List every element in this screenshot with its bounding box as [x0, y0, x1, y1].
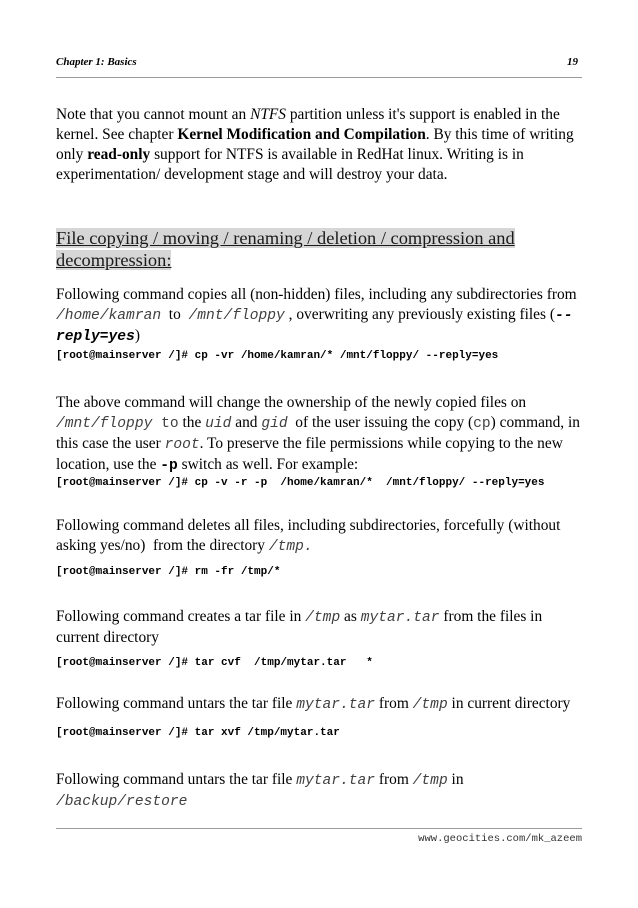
text: support for NTFS is available in RedHat linux. Writing is in experimentation/ development stage and will destroy your data.	[56, 146, 524, 183]
uid-term: uid	[205, 416, 232, 432]
section-heading-line1: File copying / moving / renaming / deletion / compression and	[56, 228, 515, 248]
paragraph-ntfs-note	[56, 105, 584, 185]
paragraph-untar	[56, 694, 584, 715]
tmp-path: /tmp.	[268, 539, 313, 555]
paragraph-ownership	[56, 393, 584, 476]
footer-url: www.geocities.com/mk_azeem	[418, 833, 582, 845]
footer-rule	[56, 828, 582, 829]
tar-filename: mytar.tar	[360, 610, 440, 626]
command-line-tar-extract: [root@mainserver /]# tar xvf /tmp/mytar.tar	[56, 727, 340, 739]
cp-term: cp	[473, 416, 491, 432]
tmp-path: /tmp	[412, 773, 448, 789]
text: from	[375, 695, 413, 712]
paragraph-delete	[56, 516, 584, 557]
p-switch: -p	[160, 458, 178, 474]
text: in current directory	[447, 695, 571, 712]
text: Following command deletes all files, including subdirectories, forcefully (without asking yes/no) from the directory	[56, 517, 565, 554]
text: from the files in current directory	[56, 608, 543, 646]
section-heading	[56, 227, 586, 271]
text: to	[161, 306, 189, 323]
tar-filename: mytar.tar	[296, 773, 376, 789]
to-word: to	[152, 416, 179, 432]
tmp-path: /tmp	[305, 610, 341, 626]
command-line-tar-create: [root@mainserver /]# tar cvf /tmp/mytar.tar *	[56, 657, 373, 669]
restore-path: /backup/restore	[56, 794, 188, 810]
text: Note that you cannot mount an	[56, 106, 251, 123]
command-line-copy-preserve: [root@mainserver /]# cp -v -r -p /home/kamran/* /mnt/floppy/ --reply=yes	[56, 477, 545, 489]
page-number: 19	[567, 56, 578, 68]
paragraph-create-tar	[56, 607, 584, 648]
paragraph-copy	[56, 285, 584, 347]
root-term: root	[164, 437, 200, 453]
text: Following command untars the tar file	[56, 771, 297, 788]
text: switch as well. For example:	[177, 456, 359, 473]
text: . To preserve the file permissions while copying to the new location, use the	[56, 435, 563, 473]
text: of the user issuing the copy (	[287, 414, 474, 431]
text: . By this time of writing only	[56, 126, 574, 163]
text: )	[134, 327, 140, 344]
text: from	[375, 771, 413, 788]
paragraph-untar-restore	[56, 770, 584, 812]
text: the	[178, 414, 206, 431]
command-line-copy: [root@mainserver /]# cp -vr /home/kamran/* /mnt/floppy/ --reply=yes	[56, 350, 499, 362]
header-rule	[56, 77, 582, 78]
text: in	[447, 771, 464, 788]
chapter-reference: Kernel Modification and Compilation	[177, 126, 426, 143]
text: partition unless it's support is enabled in the kernel. See chapter	[56, 106, 560, 143]
text: Following command creates a tar file in	[56, 608, 306, 625]
text: The above command will change the ownership of the newly copied files on	[56, 394, 527, 411]
section-heading-line2: decompression:	[56, 250, 172, 270]
tar-filename: mytar.tar	[296, 697, 376, 713]
source-path: /home/kamran	[56, 308, 162, 324]
text: as	[340, 608, 361, 625]
text: Following command copies all (non-hidden) files, including any subdirectories from	[56, 286, 577, 303]
text: ) command, in this case the user	[56, 414, 580, 452]
text: , overwriting any previously existing files (	[284, 306, 555, 323]
tmp-path: /tmp	[412, 697, 448, 713]
gid-term: gid	[261, 416, 288, 432]
read-only-term: read-only	[87, 146, 151, 163]
command-line-delete: [root@mainserver /]# rm -fr /tmp/*	[56, 566, 281, 578]
page-header	[56, 56, 582, 74]
reply-option: --reply=yes	[56, 308, 573, 345]
ntfs-term: NTFS	[250, 106, 286, 123]
chapter-title: Chapter 1: Basics	[56, 56, 137, 68]
text: Following command untars the tar file	[56, 695, 297, 712]
text: and	[231, 414, 262, 431]
floppy-path: /mnt/floppy	[56, 416, 153, 432]
destination-path: /mnt/floppy	[188, 308, 285, 324]
